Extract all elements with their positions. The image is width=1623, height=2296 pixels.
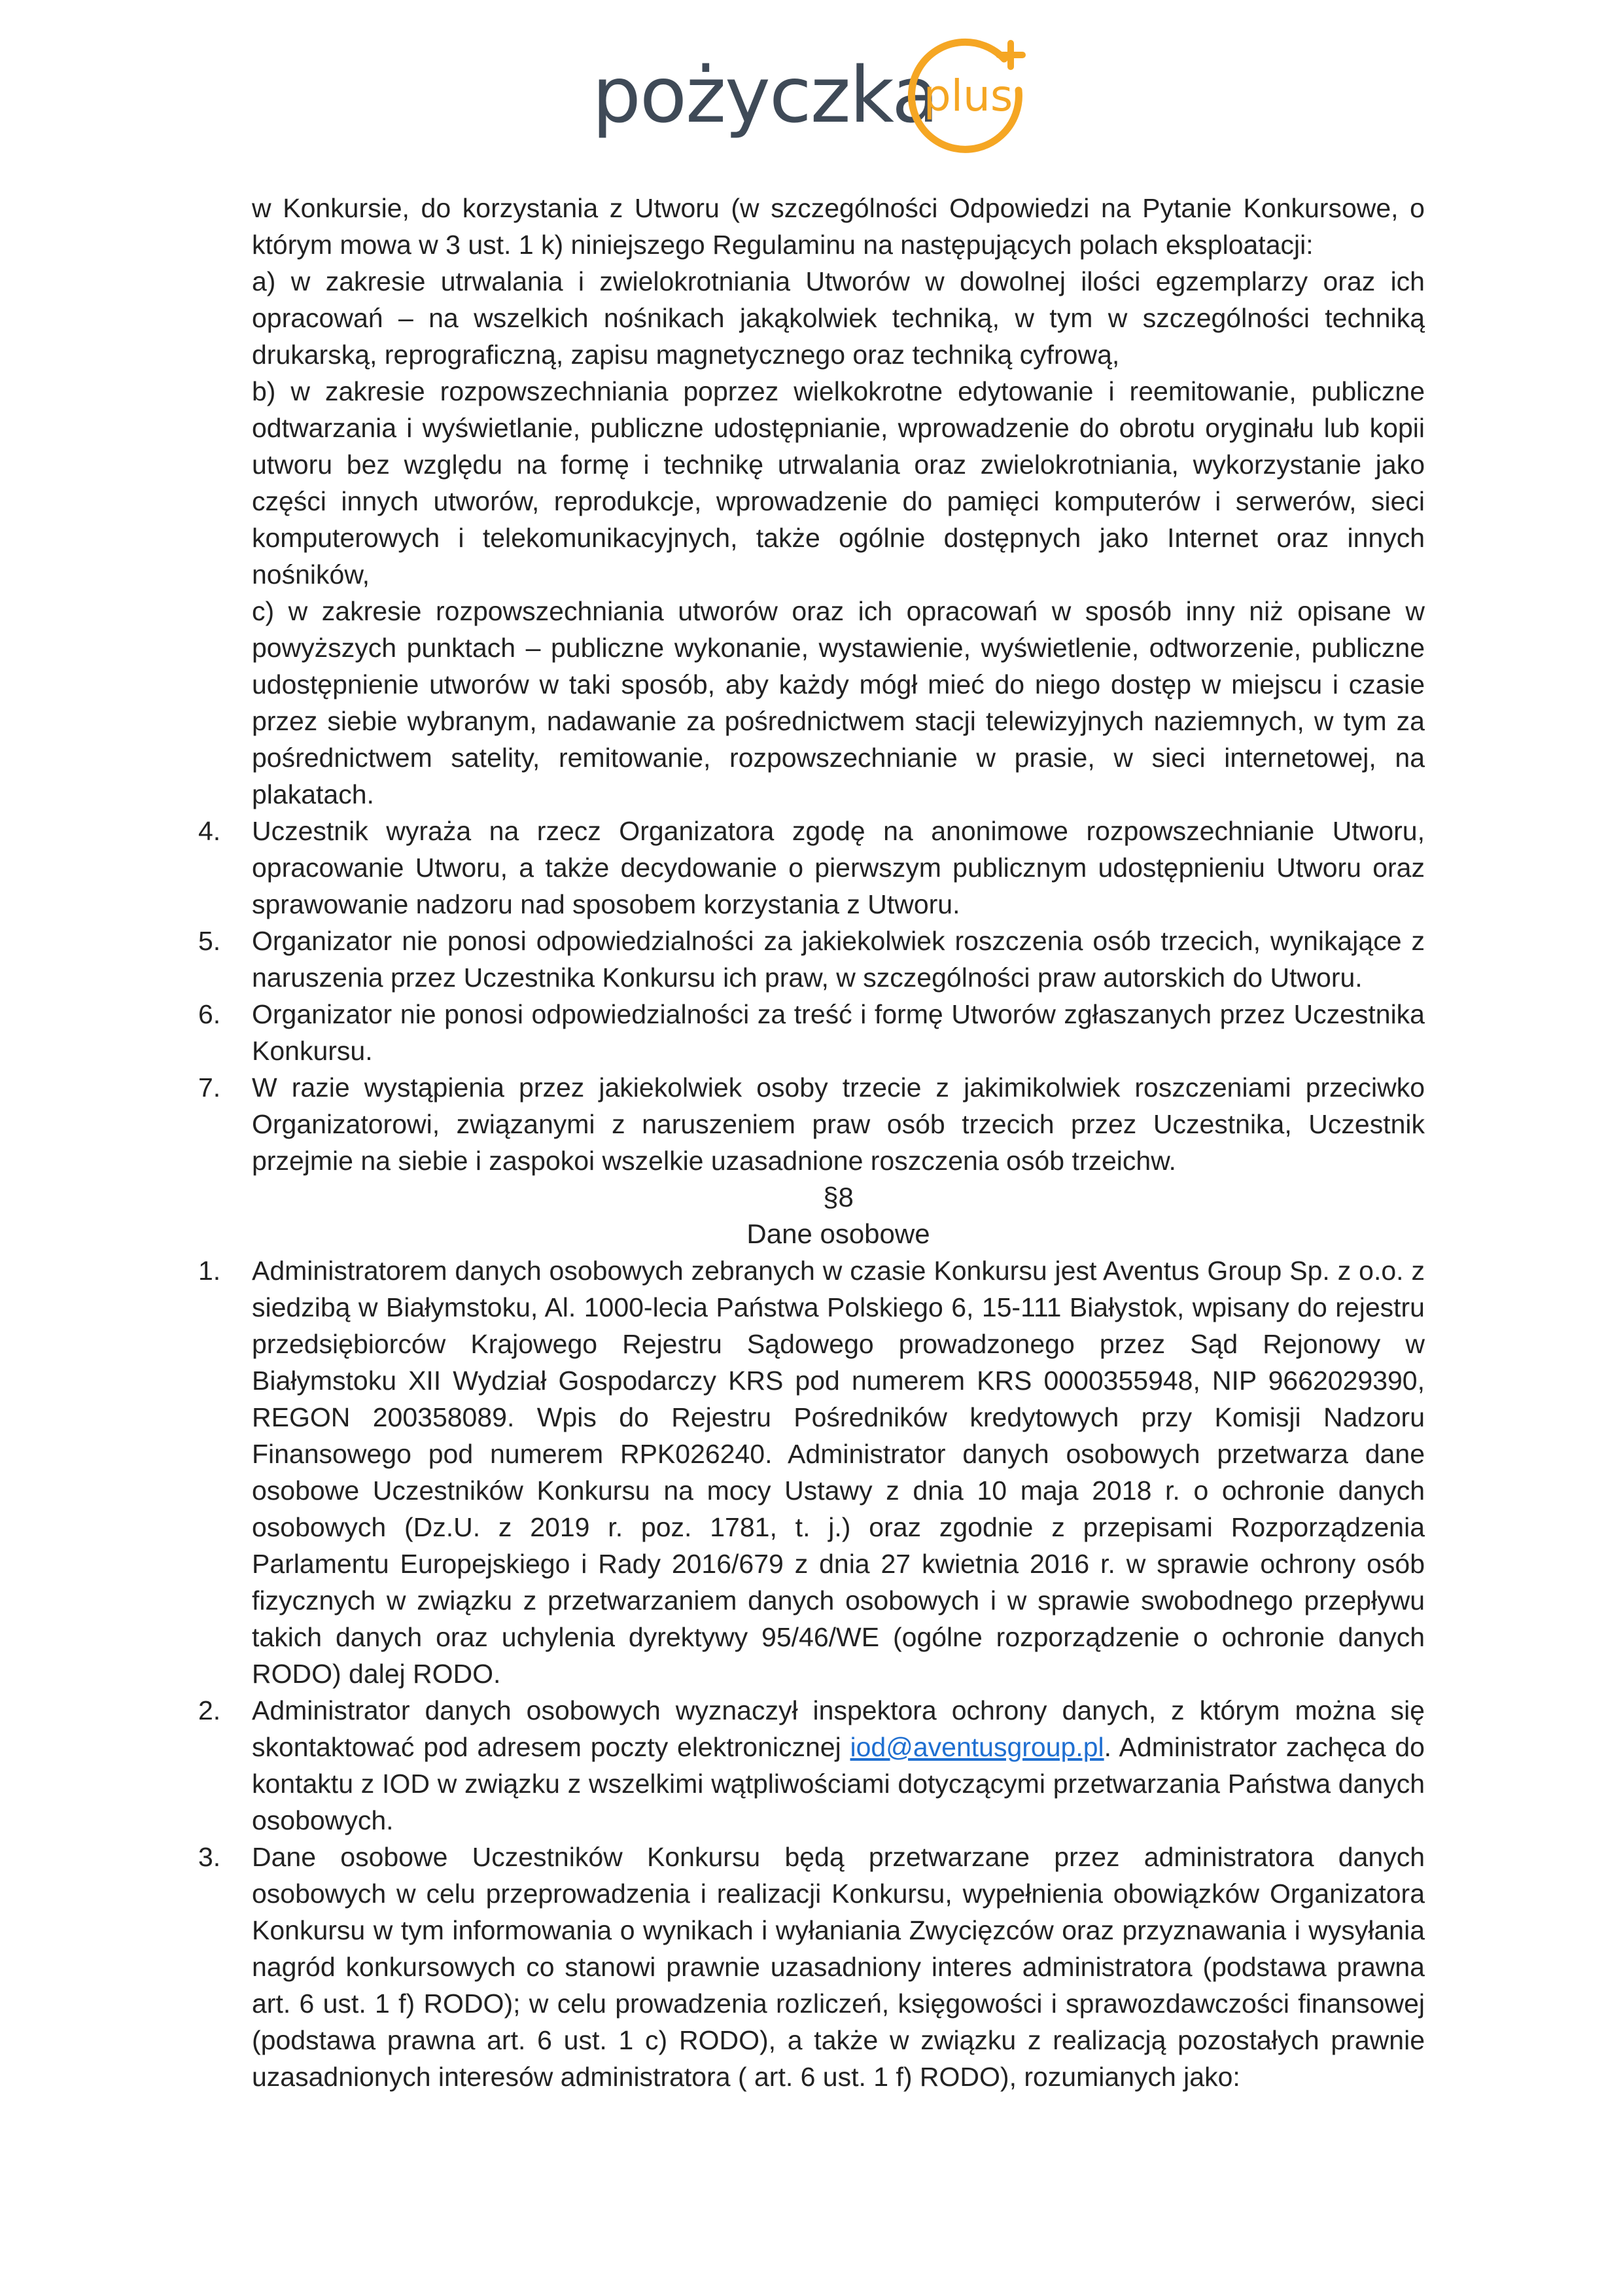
list-item [198, 1692, 1425, 1839]
field-a: a) w zakresie utrwalania i zwielokrotniania Utworów w dowolnej ilości egzemplarzy oraz ich opracowań – na wszelkich nośnikach jakąkolwiek techniką, w tym w szczególności techniką drukarską, reprograficzną, zapisu magnetycznego oraz techniką cyfrową, [252, 266, 1425, 370]
list-item [198, 923, 1425, 996]
section8-list [198, 1252, 1425, 2095]
section7-list [198, 813, 1425, 1179]
list-number: 4. [198, 816, 221, 846]
list-item [198, 1069, 1425, 1179]
list-item [198, 1252, 1425, 1692]
list-text: Uczestnik wyraża na rzecz Organizatora zgodę na anonimowe rozpowszechnianie Utworu, opracowanie Utworu, a także decydowanie o pierwszym publicznym udostępnieniu Utworu oraz sprawowanie nadzoru nad sposobem korzystania z Utworu. [252, 816, 1425, 919]
intro-block [252, 190, 1425, 813]
list-text-before: Administrator danych osobowych wyznaczył inspektora ochrony danych, z którym można się skontaktować pod adresem poczty elektronicznej [252, 1695, 1425, 1762]
list-text: W razie wystąpienia przez jakiekolwiek osoby trzecie z jakimikolwiek roszczeniami przeciwko Organizatorowi, związanymi z naruszeniem praw osób trzecich przez Uczestnika, Uczestnik przejmie na siebie i zaspokoi wszelkie uzasadnione roszczenia osób trzeichw. [252, 1072, 1425, 1176]
list-item [198, 813, 1425, 923]
list-text: Organizator nie ponosi odpowiedzialności za treść i formę Utworów zgłaszanych przez Uczestnika Konkursu. [252, 999, 1425, 1066]
email-link[interactable]: iod@aventusgroup.pl [850, 1732, 1104, 1762]
list-number: 5. [198, 926, 221, 956]
list-text: Dane osobowe Uczestników Konkursu będą przetwarzane przez administratora danych osobowych w celu przeprowadzenia i realizacji Konkursu, wypełnienia obowiązków Organizatora Konkursu w tym informowania o wynikach i wyłaniania Zwycięzców oraz przyznawania i wysyłania nagród konkursowych co stanowi prawnie uzasadniony interes administratora (podstawa prawna art. 6 ust. 1 f) RODO); w celu prowadzenia rozliczeń, księgowości i sprawozdawczości finansowej (podstawa prawna art. 6 ust. 1 c) RODO), a także w związku z realizacją pozostałych prawnie uzasadnionych interesów administratora ( art. 6 ust. 1 f) RODO), rozumianych jako: [252, 1842, 1425, 2092]
list-item [198, 996, 1425, 1069]
list-number: 6. [198, 999, 221, 1029]
intro-paragraph: w Konkursie, do korzystania z Utworu (w szczególności Odpowiedzi na Pytanie Konkursowe, o którym mowa w 3 ust. 1 k) niniejszego Regulaminu na następujących polach eksploatacji: [252, 193, 1425, 260]
list-item [198, 1839, 1425, 2095]
section-title: Dane osobowe [746, 1218, 930, 1249]
field-b: b) w zakresie rozpowszechniania poprzez wielkokrotne edytowanie i reemitowanie, publiczne odtwarzania i wyświetlanie, publiczne udostępnianie, wprowadzenie do obrotu oryginału lub kopii utworu bez względu na formę i technikę utrwalania oraz zwielokrotniania, wykorzystanie jako części innych utworów, reprodukcje, wprowadzenie do pamięci komputerów i serwerów, sieci komputerowych i telekomunikacyjnych, także ogólnie dostępnych jako Internet oraz innych nośników, [252, 376, 1425, 590]
section-number: §8 [823, 1182, 854, 1212]
list-number: 3. [198, 1842, 221, 1872]
list-number: 2. [198, 1695, 221, 1725]
list-number: 7. [198, 1072, 221, 1103]
logo-badge-text: plus [923, 71, 1013, 121]
logo-wordmark: pożyczka [592, 50, 938, 140]
logo [592, 31, 1030, 162]
list-text: Organizator nie ponosi odpowiedzialności za jakiekolwiek roszczenia osób trzecich, wynikające z naruszenia przez Uczestnika Konkursu ich praw, w szczególności praw autorskich do Utworu. [252, 926, 1425, 993]
list-text: Administratorem danych osobowych zebranych w czasie Konkursu jest Aventus Group Sp. z o.o. z siedzibą w Białymstoku, Al. 1000-lecia Państwa Polskiego 6, 15-111 Białystok, wpisany do rejestru przedsiębiorców Krajowego Rejestru Sądowego prowadzonego przez Sąd Rejonowy w Białymstoku XII Wydział Gospodarczy KRS pod numerem KRS 0000355948, NIP 9662029390, REGON 200358089. Wpis do Rejestru Pośredników kredytowych przy Komisji Nadzoru Finansowego pod numerem RPK026240. Administrator danych osobowych przetwarza dane osobowe Uczestników Konkursu na mocy Ustawy z dnia 10 maja 2018 r. o ochronie danych osobowych (Dz.U. z 2019 r. poz. 1781, t. j.) oraz zgodnie z przepisami Rozporządzenia Parlamentu Europejskiego i Rady 2016/679 z dnia 27 kwietnia 2016 r. w sprawie ochrony osób fizycznych w związku z przetwarzaniem danych osobowych i w sprawie swobodnego przepływu takich danych oraz uchylenia dyrektywy 95/46/WE (ogólne rozporządzenie o ochronie danych RODO) dalej RODO. [252, 1256, 1425, 1689]
document-body [198, 190, 1425, 2095]
list-text-after: . Administrator zachęca do kontaktu z IOD w związku z wszelkimi wątpliwościami dotyczącymi przetwarzania Państwa danych osobowych. [252, 1732, 1425, 1835]
field-c: c) w zakresie rozpowszechniania utworów oraz ich opracowań w sposób inny niż opisane w powyższych punktach – publiczne wykonanie, wystawienie, wyświetlenie, odtworzenie, publiczne udostępnienie utworów w taki sposób, aby każdy mógł mieć do niego dostęp w miejscu i czasie przez siebie wybranym, nadawanie za pośrednictwem stacji telewizyjnych naziemnych, w tym za pośrednictwem satelity, remitowanie, rozpowszechnianie w prasie, w sieci internetowej, na plakatach. [252, 596, 1425, 809]
list-number: 1. [198, 1256, 221, 1286]
